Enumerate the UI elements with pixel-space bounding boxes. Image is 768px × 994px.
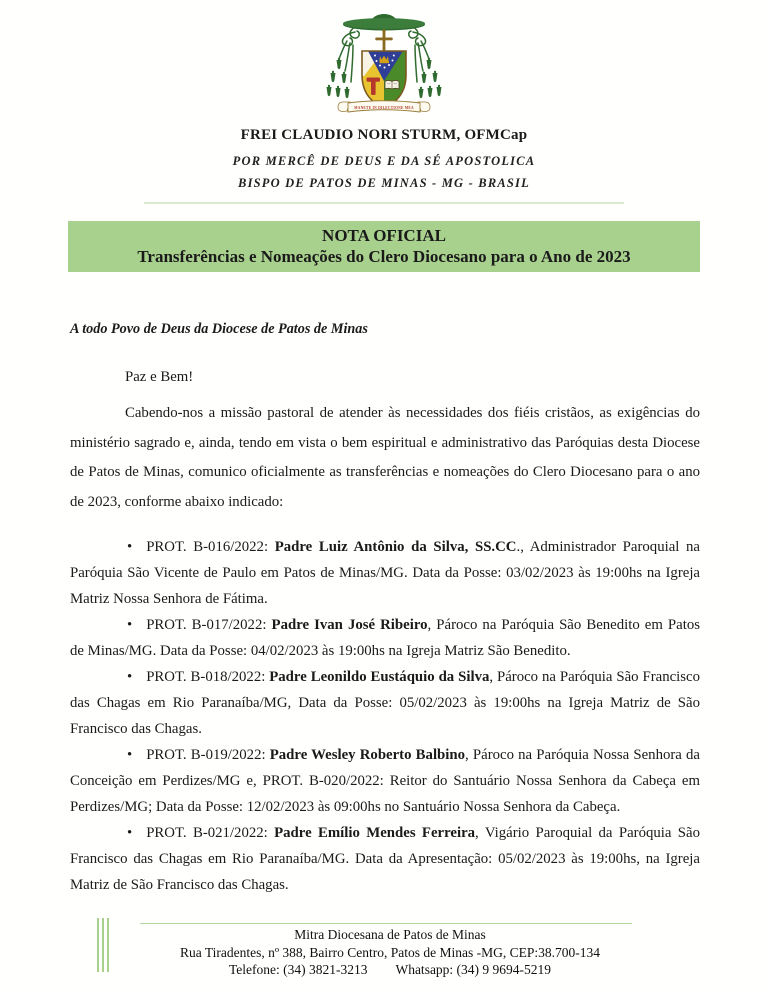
cross-icon xyxy=(375,29,393,53)
crest-motto-text: MANETE IN DILECTIONE MEA xyxy=(354,106,414,110)
motto-scroll xyxy=(338,101,430,112)
bullet-icon: • xyxy=(127,669,133,685)
item-protocol: PROT. B-021/2022: xyxy=(146,825,275,841)
intro-paragraph: Cabendo-nos a missão pastoral de atender às necessidades dos fiéis cristãos, as exigências do ministério sagrado e, ainda, tendo em vista o bem espiritual e administrativo das Paróquias desta Diocese de Patos de Minas, comunico oficialmente as transferências e nomeações do Clero Diocesano para o ano de 2023, conforme abaixo indicado: xyxy=(70,405,700,510)
transfer-item xyxy=(70,664,700,742)
banner-subtitle: Transferências e Nomeações do Clero Diocesano para o Ano de 2023 xyxy=(137,247,631,266)
item-priest-name: Padre Emílio Mendes Ferreira xyxy=(274,825,476,841)
cord-left-icon xyxy=(339,26,362,82)
transfer-item xyxy=(70,534,700,612)
item-details: ., Administrador Paroquial na Paróquia São Vicente de Paulo em Patos de Minas/MG. Data da Posse: 03/02/2023 às 19:00hs na Igreja Matriz Nossa Senhora de Fátima. xyxy=(70,539,700,607)
bishop-name: FREI CLAUDIO NORI STURM, OFMCap xyxy=(240,127,528,143)
transfer-item xyxy=(70,820,700,898)
item-protocol: PROT. B-016/2022: xyxy=(146,539,275,555)
bullet-icon: • xyxy=(127,617,133,633)
bishop-title-line1: POR MERCÊ DE DEUS E DA SÉ APOSTOLICA xyxy=(232,154,536,168)
item-protocol: PROT. B-018/2022: xyxy=(146,669,270,685)
footer-text xyxy=(140,926,640,979)
item-priest-name: Padre Leonildo Eustáquio da Silva xyxy=(269,669,490,685)
salutation: A todo Povo de Deus da Diocese de Patos de Minas xyxy=(70,321,368,337)
header-divider xyxy=(144,202,624,204)
item-details: , Pároco na Paróquia São Francisco das Chagas em Rio Paranaíba/MG, Data da Posse: 05/02/2023 às 19:00hs na Igreja Matriz de São Francisco das Chagas. xyxy=(70,669,700,737)
footer-address: Rua Tiradentes, nº 388, Bairro Centro, Patos de Minas -MG, CEP:38.700-134 xyxy=(179,944,601,960)
banner-title: NOTA OFICIAL xyxy=(322,226,446,245)
item-details: , Pároco na Paróquia São Benedito em Patos de Minas/MG. Data da Posse: 04/02/2023 às 19:00hs na Igreja Matriz São Benedito. xyxy=(70,617,700,659)
episcopal-coat-of-arms xyxy=(324,6,444,116)
footer-whatsapp: Whatsapp: (34) 9 9694-5219 xyxy=(395,962,552,977)
galero-hat-icon xyxy=(343,14,425,31)
letter-body xyxy=(70,320,700,898)
footer-bars-icon xyxy=(97,918,112,972)
footer-organization: Mitra Diocesana de Patos de Minas xyxy=(294,927,486,942)
item-details: , Vigário Paroquial da Paróquia São Francisco das Chagas em Rio Paranaíba/MG. Data da Apresentação: 05/02/2023 às 19:00hs, na Igreja Matriz de São Francisco das Chagas. xyxy=(70,825,700,893)
item-priest-name: Padre Wesley Roberto Balbino xyxy=(269,747,466,763)
letterhead-footer xyxy=(0,916,768,986)
footer-telephone: Telefone: (34) 3821-3213 xyxy=(228,962,368,977)
bullet-icon: • xyxy=(127,539,133,555)
bullet-icon: • xyxy=(127,825,133,841)
cord-right-icon xyxy=(406,26,429,82)
bullet-icon: • xyxy=(127,747,133,763)
footer-contacts xyxy=(140,961,640,979)
footer-divider xyxy=(140,923,632,924)
item-protocol: PROT. B-017/2022: xyxy=(146,617,272,633)
greeting: Paz e Bem! xyxy=(125,369,194,385)
item-details: , Pároco na Paróquia Nossa Senhora da Conceição em Perdizes/MG e, PROT. B-020/2022: Reitor do Santuário Nossa Senhora da Cabeça em Perdizes/MG; Data da Posse: 12/02/2023 às 09:00hs no Santuário Nossa Senhora da Cabeça. xyxy=(70,747,700,815)
transfer-list xyxy=(70,534,700,898)
transfer-item xyxy=(70,742,700,820)
item-priest-name: Padre Ivan José Ribeiro xyxy=(271,617,428,633)
transfer-item xyxy=(70,612,700,664)
bishop-titles xyxy=(0,151,768,194)
item-priest-name: Padre Luiz Antônio da Silva, SS.CC xyxy=(274,539,517,555)
official-note-banner xyxy=(68,221,700,272)
item-protocol: PROT. B-019/2022: xyxy=(146,747,270,763)
book-icon xyxy=(385,80,399,89)
bishop-title-line2: BISPO DE PATOS DE MINAS - MG - BRASIL xyxy=(238,175,530,190)
